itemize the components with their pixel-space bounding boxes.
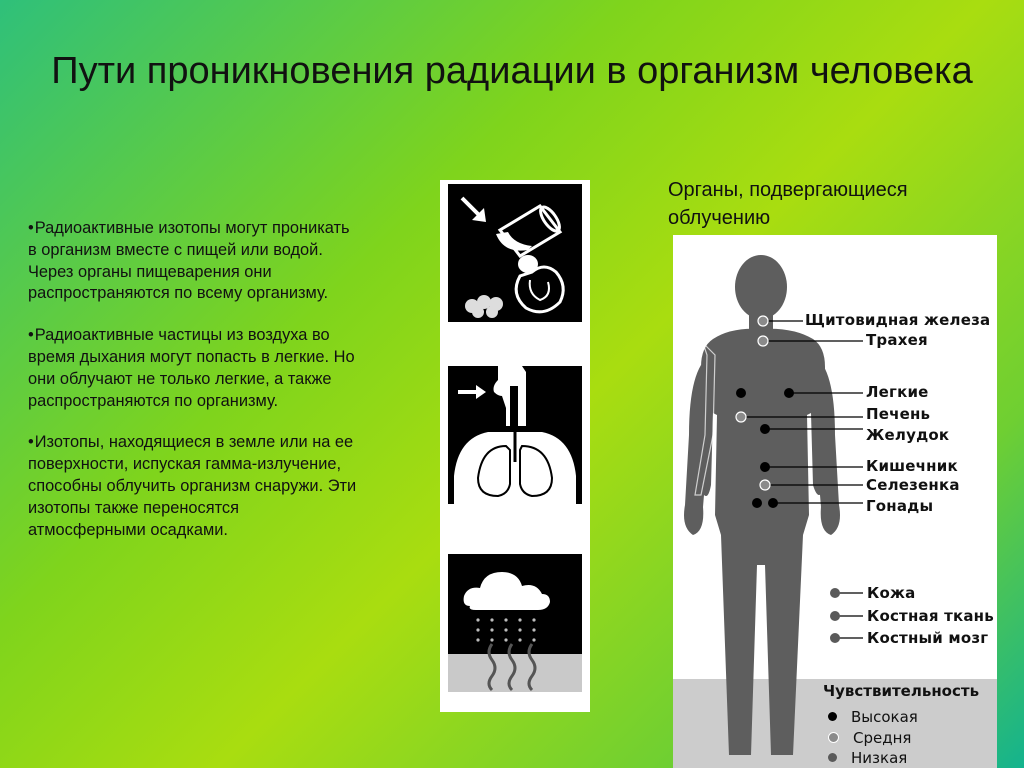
legend-medium [828, 729, 911, 747]
legend-high [828, 708, 918, 726]
body-diagram-panel [673, 235, 997, 768]
spleen-marker [760, 480, 770, 490]
rain-ground-radiation-icon [448, 554, 582, 692]
legend-medium-label: Средня [853, 729, 912, 747]
paragraph-text: Радиоактивные частицы из воздуха во время дыхания могут попасть в легкие. Но они облучают не только легкие, а также распространяются по организму. [28, 326, 355, 410]
label-spleen: Селезенка [866, 476, 960, 494]
label-bone: Костная ткань [867, 607, 994, 625]
sensitivity-legend-title: Чувствительность [823, 682, 980, 700]
thyroid-marker [758, 316, 768, 326]
gonads-left-marker [752, 498, 762, 508]
legend-high-label: Высокая [851, 708, 918, 726]
text-block [28, 218, 358, 561]
lungs-left-marker [736, 388, 746, 398]
paragraph-text: Изотопы, находящиеся в земле или на ее поверхности, испуская гамма-излучение, способны облучить организм снаружи. Эти изотопы также переносятся атмосферными осадками. [28, 433, 357, 539]
pictogram-panel [440, 180, 590, 712]
label-intestine: Кишечник [866, 457, 958, 475]
bone-marker [830, 611, 840, 621]
trachea-marker [758, 336, 768, 346]
high-sensitivity-dot-icon [828, 712, 837, 721]
label-trachea: Трахея [866, 331, 928, 349]
intestine-marker [760, 462, 770, 472]
paragraph-ingestion [28, 218, 358, 305]
paragraph-external [28, 432, 358, 541]
lungs-right-marker [784, 388, 794, 398]
paragraph-inhalation [28, 325, 358, 412]
liver-marker [736, 412, 746, 422]
low-sensitivity-dot-icon [828, 753, 837, 762]
label-stomach: Желудок [866, 426, 950, 444]
bullet: • [28, 433, 34, 452]
label-liver: Печень [866, 405, 931, 423]
label-gonads: Гонады [866, 497, 934, 515]
label-thyroid: Щитовидная железа [805, 311, 991, 329]
stomach-marker [760, 424, 770, 434]
food-water-ingestion-icon [448, 184, 582, 322]
marrow-marker [830, 633, 840, 643]
label-lungs: Легкие [866, 383, 929, 401]
bullet: • [28, 326, 34, 345]
organs-caption: Органы, подвергающиеся облучению [668, 179, 908, 229]
legend-low-label: Низкая [851, 749, 908, 767]
label-skin: Кожа [867, 584, 916, 602]
paragraph-text: Радиоактивные изотопы могут проникать в организм вместе с пищей или водой. Через органы пищеварения они распространяются по всему организму. [28, 219, 350, 303]
gonads-right-marker [768, 498, 778, 508]
inhalation-lungs-icon [448, 366, 582, 504]
slide-title: Пути проникновения радиации в организм человека [51, 50, 973, 92]
skin-marker [830, 588, 840, 598]
bullet: • [28, 219, 34, 237]
medium-sensitivity-dot-icon [828, 732, 839, 743]
legend-low [828, 749, 907, 767]
label-marrow: Костный мозг [867, 629, 989, 647]
